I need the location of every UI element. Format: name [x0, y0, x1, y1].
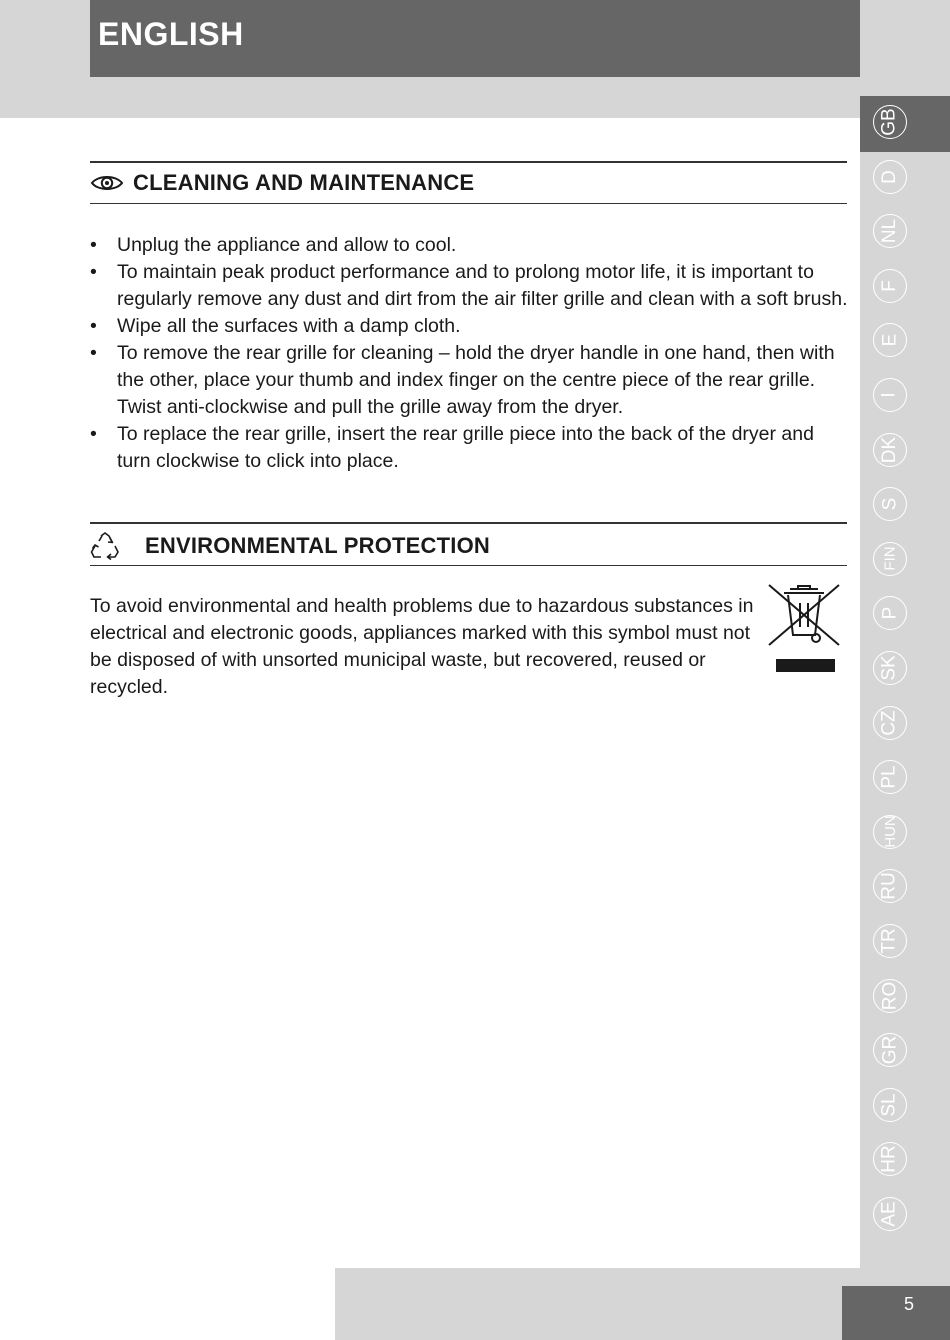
- language-tab-label: PL: [879, 765, 900, 789]
- language-tab-d[interactable]: [873, 160, 907, 194]
- language-tab-nl[interactable]: [873, 214, 907, 248]
- language-tab-sk[interactable]: [873, 651, 907, 685]
- language-tab-tr[interactable]: [873, 924, 907, 958]
- language-tab-label: S: [879, 497, 900, 511]
- language-tab-label: F: [878, 279, 900, 292]
- language-tab-label: SK: [878, 655, 900, 681]
- language-tab-label: RO: [879, 981, 900, 1010]
- cleaning-instructions-list: [90, 232, 850, 475]
- environment-paragraph: To avoid environmental and health problems due to hazardous substances in electrical and electronic goods, appliances marked with this symbol must not be disposed of with unsorted municipal waste, but recovered, reused or recycled.: [90, 595, 754, 698]
- language-tab-fin[interactable]: [873, 542, 907, 576]
- language-tab-label: TR: [878, 928, 900, 954]
- list-item: • Wipe all the surfaces with a damp cloth.: [90, 315, 461, 337]
- environment-heading: [90, 532, 490, 560]
- language-tab-label: AE: [878, 1201, 900, 1227]
- crossed-out-wheelie-bin-icon: [766, 583, 842, 675]
- page-number-box: [842, 1286, 950, 1340]
- language-tab-label: RU: [878, 872, 900, 901]
- language-tab-label: FIN: [881, 546, 899, 571]
- language-tab-label: GR: [879, 1035, 900, 1065]
- language-tab-sl[interactable]: [873, 1088, 907, 1122]
- language-tab-label: DK: [879, 436, 900, 463]
- cleaning-heading: [90, 170, 474, 196]
- header-bar: [90, 0, 860, 77]
- language-tab-pl[interactable]: [873, 760, 907, 794]
- language-tab-gr[interactable]: [873, 1033, 907, 1067]
- section-rule-bottom: [90, 565, 847, 566]
- language-tab-label: CZ: [878, 709, 900, 736]
- language-tab-label: SL: [879, 1093, 900, 1117]
- list-item: • To maintain peak product performance and to prolong motor life, it is important to regularly remove any dust and dirt from the air filter grille and clean with a soft brush.: [90, 261, 848, 310]
- page-title: ENGLISH: [98, 16, 244, 52]
- language-tab-label: HUN: [881, 815, 899, 849]
- language-tab-s[interactable]: [873, 487, 907, 521]
- language-tab-label: P: [879, 607, 900, 620]
- language-tab-gb[interactable]: [873, 105, 907, 139]
- list-item: • To remove the rear grille for cleaning – hold the dryer handle in one hand, then with the other, place your thumb and index finger on the centre piece of the rear grille. Twist anti-clockwise and pull the grille away from the dryer.: [90, 342, 835, 418]
- language-tab-label: NL: [878, 219, 900, 244]
- section-rule-top: [90, 522, 847, 524]
- language-tab-hun[interactable]: [873, 815, 907, 849]
- page-number: 5: [903, 1294, 914, 1314]
- list-item: • Unplug the appliance and allow to cool.: [90, 234, 457, 256]
- list-item: • To replace the rear grille, insert the rear grille piece into the back of the dryer and turn clockwise to click into place.: [90, 423, 814, 472]
- bottom-band: [335, 1268, 860, 1340]
- language-tab-i[interactable]: [873, 378, 907, 412]
- language-tab-label: HR: [878, 1145, 900, 1174]
- language-tab-label: E: [879, 334, 900, 347]
- language-tab-ro[interactable]: [873, 979, 907, 1013]
- language-tab-label: I: [879, 392, 900, 398]
- language-tab-label: GB: [878, 108, 900, 136]
- language-tab-ae[interactable]: [873, 1197, 907, 1231]
- language-tab-dk[interactable]: [873, 433, 907, 467]
- eye-icon: [90, 173, 124, 193]
- section-rule-bottom: [90, 203, 847, 204]
- section-rule-top: [90, 161, 847, 163]
- section-title: CLEANING AND MAINTENANCE: [133, 170, 475, 195]
- language-tab-label: D: [878, 169, 900, 184]
- section-title: ENVIRONMENTAL PROTECTION: [145, 533, 490, 558]
- language-tab-cz[interactable]: [873, 706, 907, 740]
- recycle-icon: [90, 532, 120, 560]
- language-tab-f[interactable]: [873, 269, 907, 303]
